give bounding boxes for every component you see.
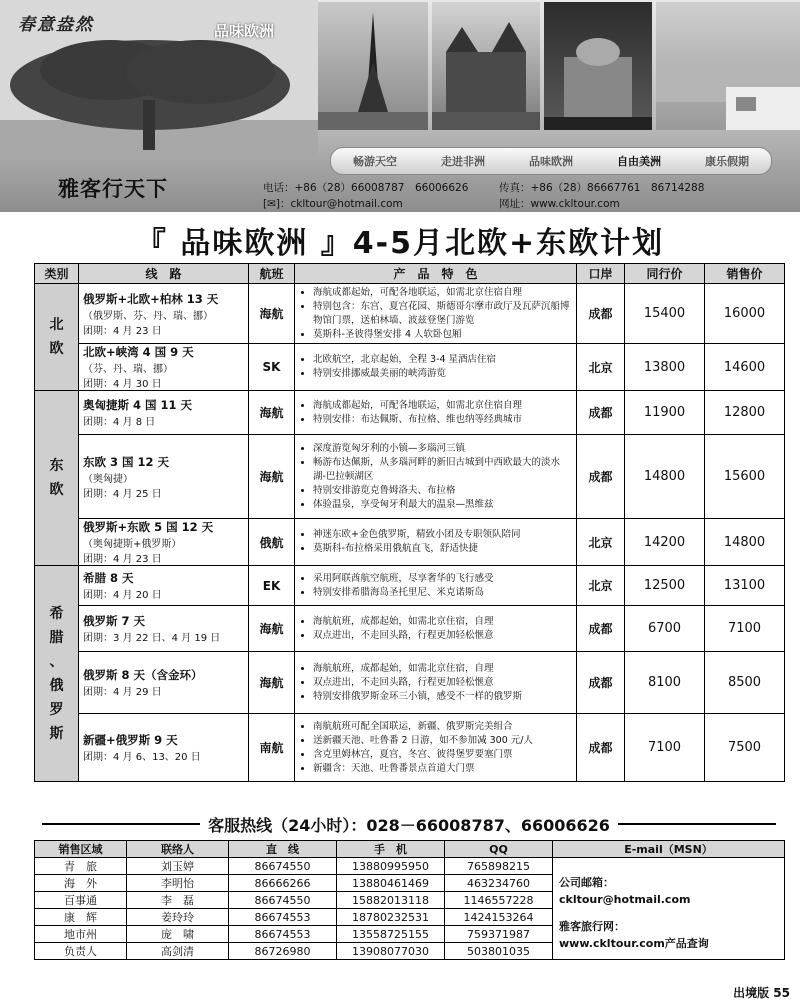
tour-row [35, 606, 785, 652]
features-cell [295, 714, 577, 782]
route-name[interactable]: 俄罗斯+北欧+柏林 13 天 [83, 291, 219, 306]
feature-item: • 双点进出，不走回头路，行程更加轻松惬意 [313, 676, 572, 690]
staff-line: 86726980 [229, 943, 337, 960]
route-cell [79, 284, 249, 344]
staff-contact-name: 姜玲玲 [127, 909, 229, 926]
staff-header-qq: QQ [445, 841, 553, 858]
company-email-label: 公司邮箱： [559, 876, 614, 889]
port-cell: 成都 [577, 435, 625, 519]
staff-region: 地市州 [35, 926, 127, 943]
flight-cell: 俄航 [249, 519, 295, 566]
staff-region: 百事通 [35, 892, 127, 909]
route-name[interactable]: 俄罗斯 7 天 [83, 614, 146, 628]
route-countries: （芬、丹、瑞、挪） [83, 364, 173, 375]
route-cell [79, 519, 249, 566]
flight-cell: 海航 [249, 606, 295, 652]
features-cell [295, 519, 577, 566]
port-cell: 成都 [577, 606, 625, 652]
staff-qq: 503801035 [445, 943, 553, 960]
sale-price-cell: 14600 [705, 344, 785, 391]
route-name[interactable]: 奥匈捷斯 4 国 11 天 [83, 398, 193, 412]
product-line-pills [330, 147, 772, 175]
feature-item: • 畅游布达佩斯，从多瑙河畔的新旧古城到中西欧最大的淡水湖-巴拉顿湖区 [313, 456, 572, 484]
email-link[interactable]: ckltour@hotmail.com [290, 198, 403, 210]
peer-price-cell: 7100 [625, 714, 705, 782]
staff-contact-table [34, 840, 785, 960]
port-cell: 北京 [577, 344, 625, 391]
category-cell [35, 566, 79, 782]
sale-price-cell: 13100 [705, 566, 785, 606]
staff-contact-name: 庞 啸 [127, 926, 229, 943]
port-cell: 成都 [577, 652, 625, 714]
sale-price-cell: 7100 [705, 606, 785, 652]
route-name[interactable]: 东欧 3 国 12 天 [83, 454, 170, 469]
pill-america[interactable]: 自由美洲 [617, 155, 661, 168]
peer-price-cell: 13800 [625, 344, 705, 391]
route-cell [79, 391, 249, 435]
feature-item: • 特别安排游览克鲁姆洛夫、布拉格 [313, 484, 572, 498]
feature-item: • 特别安排：布达佩斯、布拉格、维也纳等经典城市 [313, 413, 572, 427]
route-countries: （奥匈捷斯+俄罗斯） [83, 539, 182, 550]
feature-item: • 特别安排俄罗斯金环三小镇，感受不一样的俄罗斯 [313, 690, 572, 704]
tour-row [35, 344, 785, 391]
route-departure-date: 团期：4 月 23 日 [83, 325, 162, 337]
feature-item: • 特别包含：东宫、夏宫花园、斯德哥尔摩市政厅及瓦萨沉船博物馆门票，送柏林墙、波兹登堡门游览 [313, 300, 572, 328]
tour-row [35, 714, 785, 782]
sale-price-cell: 8500 [705, 652, 785, 714]
category-label: 北 欧 [49, 317, 64, 357]
route-cell [79, 652, 249, 714]
features-cell [295, 606, 577, 652]
tour-row [35, 391, 785, 435]
tour-row [35, 284, 785, 344]
header-features: 产 品 特 色 [295, 264, 577, 284]
flight-cell: 海航 [249, 391, 295, 435]
staff-region: 康 辉 [35, 909, 127, 926]
features-cell [295, 435, 577, 519]
route-name[interactable]: 希腊 8 天 [83, 571, 134, 585]
table-header-row [35, 264, 785, 284]
staff-row [35, 858, 785, 875]
feature-item: • 海航成都起始，可配各地联运，如需北京住宿自理 [313, 399, 572, 413]
features-cell [295, 652, 577, 714]
pill-africa[interactable]: 走进非洲 [441, 155, 485, 168]
staff-contact-name: 刘玉婷 [127, 858, 229, 875]
port-cell: 北京 [577, 519, 625, 566]
header-peer-price: 同行价 [625, 264, 705, 284]
tour-row [35, 566, 785, 606]
castle-photo [432, 2, 540, 130]
brand-logo: 品味欧洲 [214, 22, 275, 40]
staff-qq: 463234760 [445, 875, 553, 892]
route-name[interactable]: 俄罗斯 8 天（含金环） [83, 668, 203, 682]
route-countries: （奥匈捷） [83, 473, 133, 485]
port-cell: 北京 [577, 566, 625, 606]
staff-region: 负责人 [35, 943, 127, 960]
header-route: 线 路 [79, 264, 249, 284]
feature-item: • 莫斯科-圣彼得堡安排 4 人软卧包厢 [313, 328, 572, 342]
slogan: 雅客行天下 [58, 177, 168, 201]
staff-line: 86674550 [229, 858, 337, 875]
staff-mobile: 13558725155 [337, 926, 445, 943]
sale-price-cell: 7500 [705, 714, 785, 782]
staff-header-row [35, 841, 785, 858]
peer-price-cell: 15400 [625, 284, 705, 344]
header-sale-price: 销售价 [705, 264, 785, 284]
phone-contact: 电话：+86（28）66008787 66006626 [263, 182, 469, 194]
feature-item: • 采用阿联酋航空航班，尽享奢华的飞行感受 [313, 572, 572, 586]
staff-mobile: 13908077030 [337, 943, 445, 960]
route-departure-date: 团期：3 月 22 日、4 月 19 日 [83, 633, 221, 644]
features-cell [295, 284, 577, 344]
category-label: 东 欧 [49, 458, 64, 498]
staff-qq: 1424153264 [445, 909, 553, 926]
peer-price-cell: 6700 [625, 606, 705, 652]
staff-region: 青 旅 [35, 858, 127, 875]
category-cell [35, 391, 79, 566]
route-departure-date: 团期：4 月 6、13、20 日 [83, 752, 201, 763]
tour-table [34, 263, 785, 782]
eiffel-tower-photo [318, 2, 428, 130]
flight-cell: 海航 [249, 284, 295, 344]
flight-cell: SK [249, 344, 295, 391]
website-query-link[interactable]: www.ckltour.com产品查询 [559, 937, 709, 950]
feature-item: • 新疆含：天池、吐鲁番景点首道大门票 [313, 762, 572, 776]
pill-europe[interactable]: 品味欧洲 [529, 155, 573, 168]
feature-item: • 双点进出，不走回头路，行程更加轻松惬意 [313, 629, 572, 643]
peer-price-cell: 14200 [625, 519, 705, 566]
hotline [34, 812, 784, 836]
sale-price-cell: 16000 [705, 284, 785, 344]
banner [0, 0, 800, 212]
feature-item: • 海航航班，成都起始，如需北京住宿，自理 [313, 615, 572, 629]
staff-line: 86674550 [229, 892, 337, 909]
staff-mobile: 13880995950 [337, 858, 445, 875]
feature-item: • 海航航班，成都起始，如需北京住宿，自理 [313, 662, 572, 676]
route-cell [79, 714, 249, 782]
feature-item: • 含克里姆林宫，夏宫，冬宫、彼得堡罗要塞门票 [313, 748, 572, 762]
route-departure-date: 团期：4 月 23 日 [83, 554, 162, 565]
company-email-link[interactable]: ckltour@hotmail.com [559, 893, 691, 906]
email-contact: [✉]：ckltour@hotmail.com [263, 198, 403, 210]
sale-price-cell: 12800 [705, 391, 785, 435]
staff-contact-name: 李明怡 [127, 875, 229, 892]
port-cell: 成都 [577, 284, 625, 344]
staff-contact-name: 李 磊 [127, 892, 229, 909]
header-port: 口岸 [577, 264, 625, 284]
hotline-rule-right [618, 823, 776, 825]
staff-line: 86674553 [229, 909, 337, 926]
peer-price-cell: 11900 [625, 391, 705, 435]
route-cell [79, 566, 249, 606]
staff-header-email: E-mail（MSN） [553, 841, 785, 858]
seaside-photo [656, 2, 800, 130]
staff-line: 86674553 [229, 926, 337, 943]
staff-header-region: 销售区域 [35, 841, 127, 858]
feature-item: • 南航航班可配全国联运，新疆、俄罗斯完美组合 [313, 720, 572, 734]
staff-qq: 765898215 [445, 858, 553, 875]
fax-contact: 传真：+86（28）86667761 86714288 [499, 182, 705, 194]
route-departure-date: 团期：4 月 20 日 [83, 590, 162, 601]
feature-item: • 神迷东欧+金色俄罗斯，精致小团及专职领队陪同 [313, 528, 572, 542]
brand-script-logo: 春意盎然 [18, 15, 94, 35]
feature-item: • 体验温泉，享受匈牙利最大的温泉—黑维兹 [313, 498, 572, 512]
flight-cell: 海航 [249, 652, 295, 714]
staff-header-line: 直 线 [229, 841, 337, 858]
route-cell [79, 606, 249, 652]
port-cell: 成都 [577, 391, 625, 435]
pill-leisure[interactable]: 康乐假期 [705, 155, 749, 168]
route-departure-date: 团期：4 月 29 日 [83, 687, 162, 698]
hotline-rule-left [42, 823, 200, 825]
staff-mobile: 13880461469 [337, 875, 445, 892]
peer-price-cell: 12500 [625, 566, 705, 606]
page-footer: 出境版 55 [733, 986, 790, 1000]
web-contact: 网址：www.ckltour.com [499, 198, 620, 210]
route-cell [79, 435, 249, 519]
sale-price-cell: 14800 [705, 519, 785, 566]
feature-item: • 送新疆天池、吐鲁番 2 日游，如不参加减 300 元/人 [313, 734, 572, 748]
feature-item: • 深度游览匈牙利的小镇—多瑙河三镇 [313, 442, 572, 456]
page-title: 『 品味欧洲 』4-5月北欧+东欧计划 [135, 226, 665, 261]
staff-line: 86666266 [229, 875, 337, 892]
category-cell [35, 284, 79, 391]
company-contact-cell [553, 858, 785, 960]
website-link[interactable]: www.ckltour.com [530, 198, 620, 210]
route-departure-date: 团期：4 月 30 日 [83, 379, 162, 390]
header-category: 类别 [35, 264, 79, 284]
route-name[interactable]: 新疆+俄罗斯 9 天 [83, 733, 178, 747]
staff-header-mobile: 手 机 [337, 841, 445, 858]
feature-item: • 海航成都起始，可配各地联运，如需北京住宿自理 [313, 286, 572, 300]
route-countries: （俄罗斯、芬、丹、瑞、挪） [83, 310, 213, 322]
features-cell [295, 566, 577, 606]
staff-qq: 1146557228 [445, 892, 553, 909]
route-departure-date: 团期：4 月 25 日 [83, 488, 162, 500]
route-name[interactable]: 北欧+峡湾 4 国 9 天 [83, 345, 194, 359]
route-name[interactable]: 俄罗斯+东欧 5 国 12 天 [83, 520, 214, 534]
feature-item: • 北欧航空，北京起始，全程 3-4 星酒店住宿 [313, 353, 572, 367]
staff-mobile: 15882013118 [337, 892, 445, 909]
night-building-photo [544, 2, 652, 130]
sale-price-cell: 15600 [705, 435, 785, 519]
feature-item: • 莫斯科-布拉格采用俄航直飞，舒适快捷 [313, 542, 572, 556]
tour-row [35, 652, 785, 714]
flight-cell: EK [249, 566, 295, 606]
flight-cell: 海航 [249, 435, 295, 519]
staff-region: 海 外 [35, 875, 127, 892]
port-cell: 成都 [577, 714, 625, 782]
feature-item: • 特别安排希腊海岛圣托里尼、米克诺斯岛 [313, 586, 572, 600]
route-departure-date: 团期：4 月 8 日 [83, 417, 156, 428]
staff-contact-name: 高剑清 [127, 943, 229, 960]
peer-price-cell: 8100 [625, 652, 705, 714]
staff-mobile: 18780232531 [337, 909, 445, 926]
feature-item: • 特别安排挪威最美丽的峡湾游览 [313, 367, 572, 381]
tour-row [35, 519, 785, 566]
header-flight: 航班 [249, 264, 295, 284]
staff-qq: 759371987 [445, 926, 553, 943]
features-cell [295, 391, 577, 435]
website-label: 雅客旅行网： [559, 920, 625, 933]
category-label: 希 腊 、 俄 罗 斯 [49, 605, 64, 742]
tour-row [35, 435, 785, 519]
flight-cell: 南航 [249, 714, 295, 782]
staff-header-contact: 联络人 [127, 841, 229, 858]
pill-sky[interactable]: 畅游天空 [353, 155, 397, 168]
peer-price-cell: 14800 [625, 435, 705, 519]
route-cell [79, 344, 249, 391]
hotline-text: 客服热线（24小时）：028－66008787、66006626 [208, 815, 610, 835]
features-cell [295, 344, 577, 391]
